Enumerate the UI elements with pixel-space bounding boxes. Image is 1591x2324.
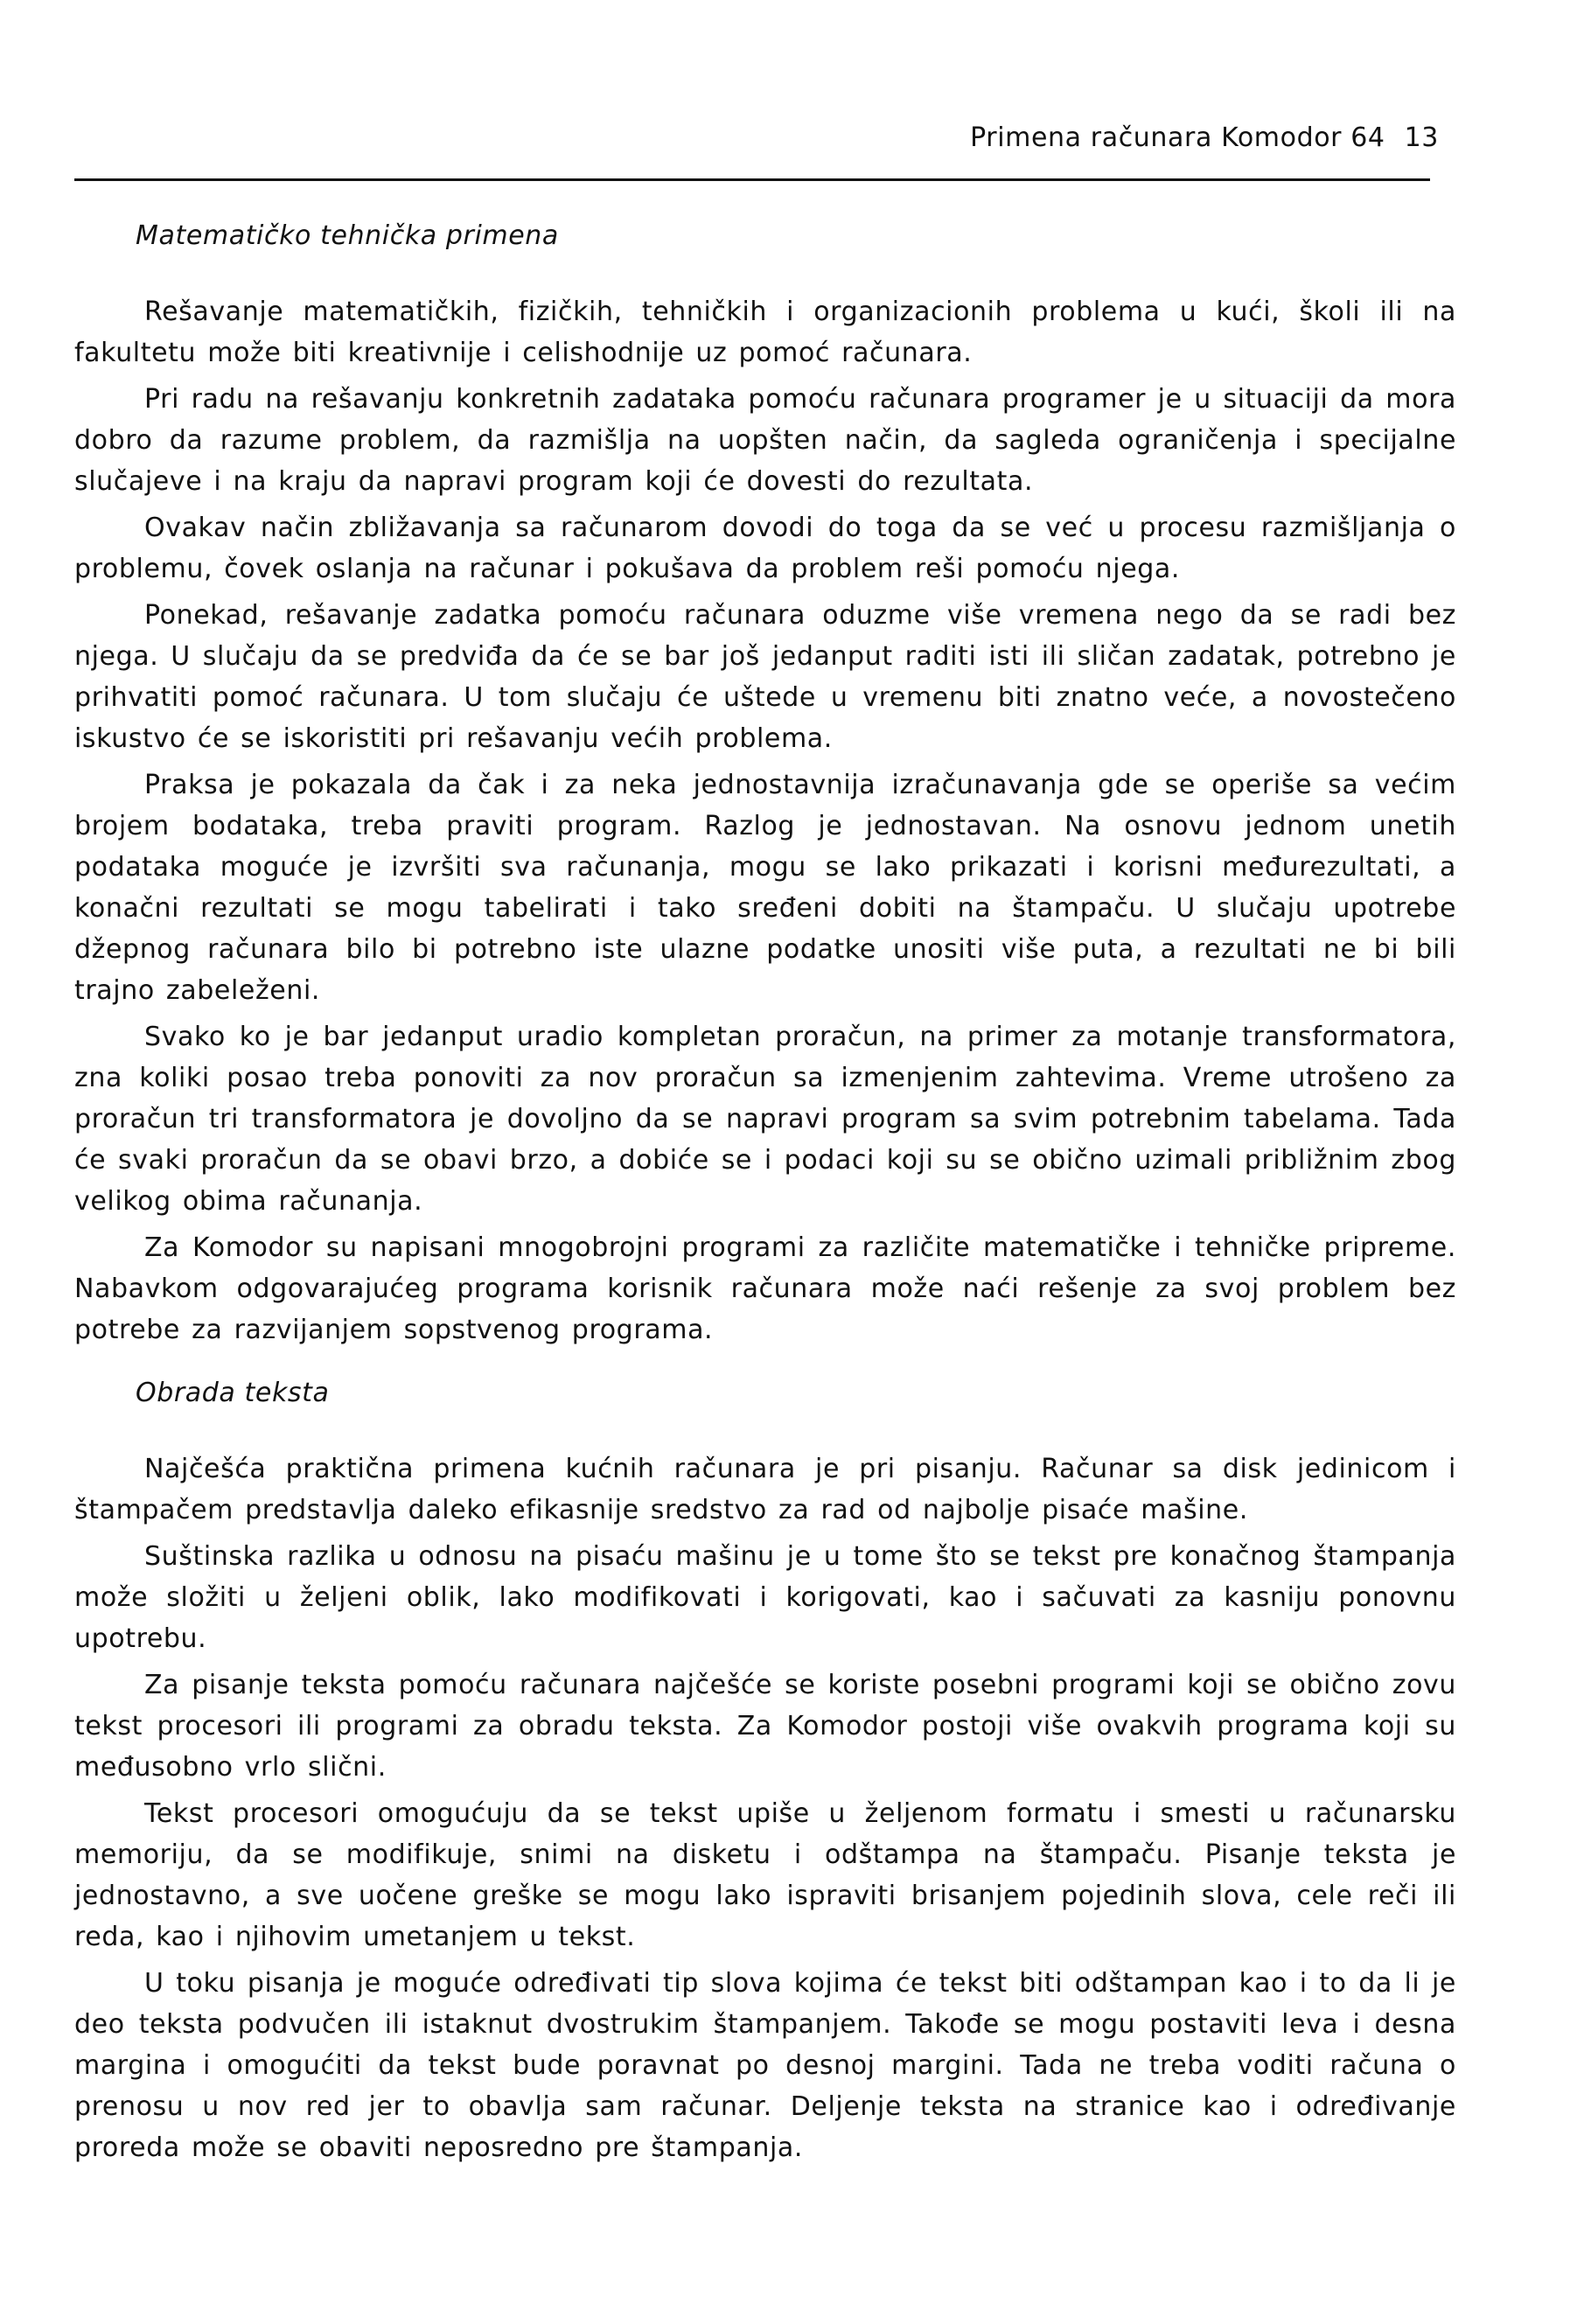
paragraph: Svako ko je bar jedanput uradio kompletan proračun, na primer za motanje transformatora, zna koliki posao treba ponoviti za nov proračun sa izmenjenim zahtevima. Vreme utrošeno za proračun tri transformatora je dovoljno da se napravi program sa svim potrebnim tabelama. Tada će svaki proračun da se obavi brzo, a dobiće se i podaci koji su se obično uzimali približnim zbog velikog obima računanja. (74, 1022, 1456, 1217)
paragraph: Za Komodor su napisani mnogobrojni programi za različite matematičke i tehničke pripreme. Nabavkom odgovarajućeg programa korisnik računara može naći rešenje za svoj problem bez potrebe za razvijanjem sopstvenog programa. (74, 1232, 1456, 1345)
section-math-technical (74, 220, 1456, 1356)
running-header (970, 122, 1439, 153)
section-title: Matematičko tehnička primena (136, 220, 559, 251)
paragraph: Za pisanje teksta pomoću računara najčešće se koriste posebni programi koji se obično zovu tekst procesori ili programi za obradu teksta. Za Komodor postoji više ovakvih programa koji su međusobno vrlo slični. (74, 1670, 1456, 1783)
page-number: 13 (1404, 122, 1439, 153)
paragraph: Tekst procesori omogućuju da se tekst upiše u željenom formatu i smesti u računarsku memoriju, da se modifikuje, snimi na disketu i odštampa na štampaču. Pisanje teksta je jednostavno, a sve uočene greške se mogu lako ispraviti brisanjem pojedinih slova, cele reči ili reda, kao i njihovim umetanjem u tekst. (74, 1798, 1456, 1952)
section-title: Obrada teksta (136, 1378, 330, 1408)
paragraph: Najčešća praktična primena kućnih računara je pri pisanju. Računar sa disk jedinicom i štampačem predstavlja daleko efikasnije sredstvo za rad od najbolje pisaće mašine. (74, 1454, 1456, 1525)
paragraph: U toku pisanja je moguće određivati tip slova kojima će tekst biti odštampan kao i to da li je deo teksta podvučen ili istaknut dvostrukim štampanjem. Takođe se mogu postaviti leva i desna margina i omogućiti da tekst bude poravnat po desnoj margini. Tada ne treba voditi računa o prenosu u nov red jer to obavlja sam računar. Deljenje teksta na stranice kao i određivanje proreda može se obaviti neposredno pre štampanja. (74, 1968, 1456, 2163)
paragraph: Praksa je pokazala da čak i za neka jednostavnija izračunavanja gde se operiše sa većim brojem bodataka, treba praviti program. Razlog je jednostavan. Na osnovu jednom unetih podataka moguće je izvršiti sva računanja, mogu se lako prikazati i korisni međurezultati, a konačni rezultati se mogu tabelirati i tako sređeni dobiti na štampaču. U slučaju upotrebe džepnog računara bilo bi potrebno iste ulazne podatke unositi više puta, a rezultati ne bi bili trajno zabeleženi. (74, 770, 1456, 1006)
section-text-processing (74, 1378, 1456, 2174)
paragraph: Suštinska razlika u odnosu na pisaću mašinu je u tome što se tekst pre konačnog štampanja može složiti u željeni oblik, lako modifikovati i korigovati, kao i sačuvati za kasniju ponovnu upotrebu. (74, 1541, 1456, 1654)
paragraph: Ponekad, rešavanje zadatka pomoću računara oduzme više vremena nego da se radi bez njega. U slučaju da se predviđa da će se bar još jedanput raditi isti ili sličan zadatak, potrebno je prihvatiti pomoć računara. U tom slučaju će uštede u vremenu biti znatno veće, a novostečeno iskustvo će se iskoristiti pri rešavanju većih problema. (74, 600, 1456, 754)
paragraph: Pri radu na rešavanju konkretnih zadataka pomoću računara programer je u situaciji da mora dobro da razume problem, da razmišlja na uopšten način, da sagleda ograničenja i specijalne slučajeve i na kraju da napravi program koji će dovesti do rezultata. (74, 384, 1456, 497)
paragraph: Ovakav način zbližavanja sa računarom dovodi do toga da se već u procesu razmišljanja o problemu, čovek oslanja na računar i pokušava da problem reši pomoću njega. (74, 513, 1456, 584)
running-title: Primena računara Komodor 64 (970, 122, 1385, 153)
paragraph: Rešavanje matematičkih, fizičkih, tehničkih i organizacionih problema u kući, školi ili na fakultetu može biti kreativnije i celishodnije uz pomoć računara. (74, 297, 1456, 368)
header-rule (74, 178, 1430, 181)
